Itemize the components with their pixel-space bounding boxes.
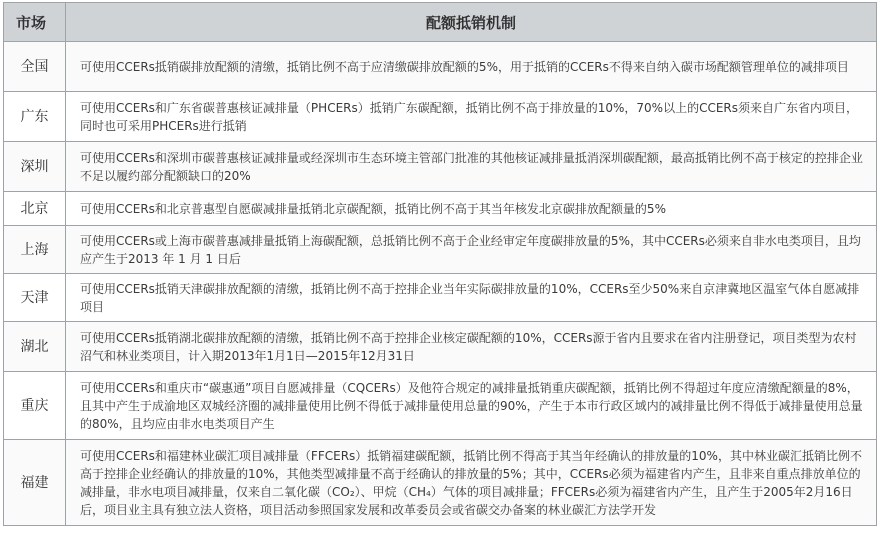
mechanism-cell: 可使用CCERs和重庆市“碳惠通”项目自愿减排量（CQCERs）及他符合规定的减排量抵销重庆碳配额，抵销比例不得超过年度应清缴配额量的8%，且其中产生于成渝地区双城经济圈的减排量使用比例不得低于减排量使用总量的90%，产生于本市行政区域内的减排量比例不得低于减排量使用总量的80%，且均应由非水电类项目产生 <box>66 372 877 440</box>
market-cell: 天津 <box>4 274 66 322</box>
table-row <box>4 372 877 440</box>
table-header-row <box>4 3 877 42</box>
mechanism-cell: 可使用CCERs和北京普惠型自愿碳减排量抵销北京碳配额，抵销比例不高于其当年核发北京碳排放配额量的5% <box>66 192 877 226</box>
mechanism-cell: 可使用CCERs或上海市碳普惠减排量抵销上海碳配额，总抵销比例不高于企业经审定年度碳排放量的5%，其中CCERs必须来自非水电类项目，且均应产生于2013 年 1 月 1 日后 <box>66 226 877 274</box>
table-row <box>4 42 877 92</box>
mechanism-cell: 可使用CCERs和广东省碳普惠核证减排量（PHCERs）抵销广东碳配额，抵销比例不高于排放量的10%，70%以上的CCERs须来自广东省内项目，同时也可采用PHCERs进行抵销 <box>66 92 877 142</box>
market-cell: 北京 <box>4 192 66 226</box>
market-cell: 上海 <box>4 226 66 274</box>
market-column-header: 市场 <box>4 3 66 42</box>
market-cell: 湖北 <box>4 322 66 372</box>
mechanism-cell: 可使用CCERs抵销湖北碳排放配额的清缴，抵销比例不高于控排企业核定碳配额的10%，CCERs源于省内且要求在省内注册登记，项目类型为农村沼气和林业类项目，计入期2013年1月1日—2015年12月31日 <box>66 322 877 372</box>
table-row <box>4 226 877 274</box>
mechanism-cell: 可使用CCERs和福建林业碳汇项目减排量（FFCERs）抵销福建碳配额，抵销比例不得高于其当年经确认的排放量的10%，其中林业碳汇抵销比例不高于控排企业经确认的排放量的10%，其他类型减排量不高于经确认的排放量的5%；其中，CCERs必须为福建省内产生，且非来自重点排放单位的减排量，非水电项目减排量，仅来自二氧化碳（CO₂）、甲烷（CH₄）气体的项目减排量；FFCERs必须为福建省内产生，且产生于2005年2月16日后，项目业主具有独立法人资格，项目活动参照国家发展和改革委员会或省碳交办备案的林业碳汇方法学开发 <box>66 440 877 526</box>
mechanism-cell: 可使用CCERs抵销天津碳排放配额的清缴，抵销比例不高于控排企业当年实际碳排放量的10%，CCERs至少50%来自京津冀地区温室气体自愿减排项目 <box>66 274 877 322</box>
market-cell: 广东 <box>4 92 66 142</box>
market-cell: 重庆 <box>4 372 66 440</box>
mechanism-column-header: 配额抵销机制 <box>66 3 877 42</box>
market-cell: 深圳 <box>4 142 66 192</box>
table-row <box>4 322 877 372</box>
carbon-offset-table <box>3 2 877 526</box>
market-cell: 全国 <box>4 42 66 92</box>
mechanism-cell: 可使用CCERs和深圳市碳普惠核证减排量或经深圳市生态环境主管部门批准的其他核证减排量抵消深圳碳配额，最高抵销比例不高于核定的控排企业不足以履约部分配额缺口的20% <box>66 142 877 192</box>
table-row <box>4 142 877 192</box>
table-row <box>4 92 877 142</box>
market-cell: 福建 <box>4 440 66 526</box>
table-row <box>4 192 877 226</box>
table-row <box>4 274 877 322</box>
table-row <box>4 440 877 526</box>
mechanism-cell: 可使用CCERs抵销碳排放配额的清缴，抵销比例不高于应清缴碳排放配额的5%，用于抵销的CCERs不得来自纳入碳市场配额管理单位的减排项目 <box>66 42 877 92</box>
